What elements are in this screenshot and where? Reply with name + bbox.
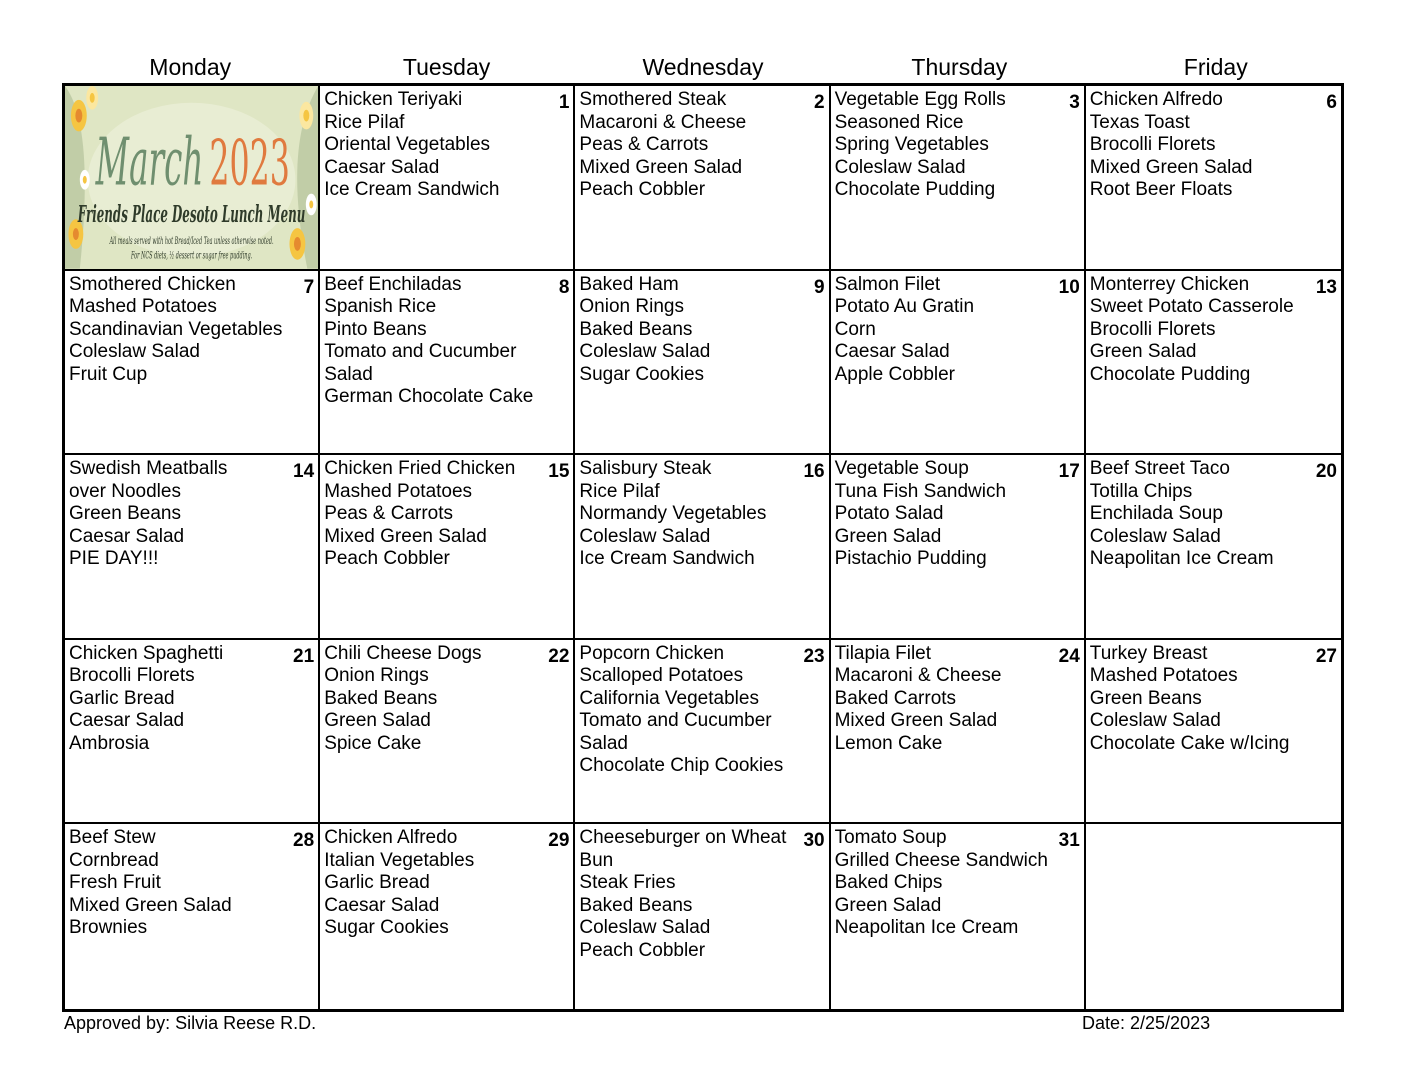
menu-item: Bun	[579, 849, 614, 871]
menu-item: Caesar Salad	[324, 894, 440, 916]
day-cell	[831, 640, 1086, 825]
menu-item: Salmon Filet	[834, 273, 941, 295]
day-cell	[320, 824, 575, 1009]
day-cell	[831, 271, 1086, 456]
day-number: 22	[548, 645, 570, 667]
weekday-header-row	[62, 52, 1344, 82]
menu-item: Italian Vegetables	[324, 849, 475, 871]
menu-item: Rice Pilaf	[579, 480, 660, 502]
day-cell	[320, 455, 575, 640]
menu-item: Green Salad	[834, 525, 942, 547]
day-cell	[65, 455, 320, 640]
menu-item: Normandy Vegetables	[579, 503, 767, 525]
menu-item: Caesar Salad	[69, 710, 185, 732]
menu-item: Chicken Fried Chicken	[324, 458, 516, 480]
day-cell	[831, 86, 1086, 271]
menu-item: Green Salad	[1089, 341, 1197, 363]
footer-date-text: Date: 2/25/2023	[1082, 1013, 1211, 1033]
menu-item: Sugar Cookies	[579, 363, 705, 385]
menu-item: Green Salad	[834, 894, 942, 916]
menu-item: Mashed Potatoes	[324, 480, 473, 502]
day-cell	[320, 271, 575, 456]
menu-item: Smothered Steak	[579, 89, 727, 110]
menu-item: Pinto Beans	[324, 318, 427, 340]
menu-item: Macaroni & Cheese	[579, 111, 747, 133]
menu-item: Baked Carrots	[834, 687, 957, 709]
day-cell	[65, 824, 320, 1009]
menu-item: Root Beer Floats	[1089, 179, 1233, 200]
menu-item: Turkey Breast	[1089, 642, 1208, 664]
menu-item: Texas Toast	[1089, 111, 1190, 133]
menu-item: Chicken Alfredo	[324, 827, 458, 849]
menu-item: Baked Beans	[579, 318, 693, 340]
menu-item: Salad	[579, 732, 628, 754]
weekday-tuesday: Tuesday	[402, 54, 491, 80]
banner-note-line1: All meals served with hot Bread/Iced Tea unless otherwise noted.	[109, 235, 274, 247]
day-number: 27	[1315, 645, 1337, 667]
banner-title-year: 2023	[209, 126, 290, 200]
menu-item: Caesar Salad	[69, 525, 185, 547]
menu-item: Neapolitan Ice Cream	[834, 917, 1019, 939]
menu-item: Peas & Carrots	[324, 503, 454, 525]
menu-item: Macaroni & Cheese	[834, 665, 1002, 687]
day-number: 15	[548, 461, 570, 483]
menu-item: PIE DAY!!!	[69, 548, 159, 570]
menu-item: Mixed Green Salad	[69, 894, 232, 916]
menu-item: Vegetable Egg Rolls	[834, 89, 1006, 110]
day-cell	[575, 824, 830, 1009]
day-number: 14	[293, 461, 315, 483]
menu-item: Smothered Chicken	[69, 273, 236, 295]
menu-item: Cheeseburger on Wheat	[579, 827, 787, 849]
menu-item: Chocolate Chip Cookies	[579, 755, 784, 777]
day-cell	[65, 640, 320, 825]
day-number: 28	[293, 830, 315, 852]
menu-item: Peach Cobbler	[324, 548, 450, 570]
approved-by-text: Approved by: Silvia Reese R.D.	[64, 1013, 317, 1033]
day-cell	[1086, 455, 1341, 640]
weekday-monday: Monday	[149, 54, 232, 80]
weekday-wednesday: Wednesday	[642, 54, 764, 80]
day-number: 2	[814, 92, 825, 113]
day-cell	[831, 455, 1086, 640]
day-cell	[575, 271, 830, 456]
day-cell	[1086, 86, 1341, 271]
menu-item: Peach Cobbler	[579, 939, 706, 961]
menu-item: Coleslaw Salad	[1089, 525, 1221, 547]
menu-item: Totilla Chips	[1089, 480, 1193, 502]
menu-item: Pistachio Pudding	[834, 548, 987, 570]
menu-item: Baked Beans	[579, 894, 693, 916]
menu-item: Beef Street Taco	[1089, 458, 1230, 480]
menu-item: Rice Pilaf	[324, 111, 405, 133]
menu-item: Garlic Bread	[69, 687, 175, 709]
menu-item: Corn	[834, 318, 876, 340]
menu-item: Brocolli Florets	[1089, 134, 1216, 155]
menu-item: Coleslaw Salad	[579, 525, 711, 547]
menu-item: Monterrey Chicken	[1089, 273, 1250, 295]
banner-note-line2: For NCS diets, ½ dessert or sugar free pudding.	[130, 249, 253, 262]
menu-item: Ice Cream Sandwich	[324, 179, 500, 200]
menu-item: Onion Rings	[324, 665, 429, 687]
day-cell	[831, 824, 1086, 1009]
menu-item: Grilled Cheese Sandwich	[834, 849, 1048, 871]
menu-item: Coleslaw Salad	[579, 341, 711, 363]
menu-item: Baked Chips	[834, 872, 943, 894]
menu-item: Baked Ham	[579, 273, 679, 295]
menu-item: Green Beans	[1089, 687, 1202, 709]
menu-item: Neapolitan Ice Cream	[1089, 548, 1274, 570]
menu-item: Caesar Salad	[834, 341, 950, 363]
day-cell	[320, 86, 575, 271]
menu-item: Apple Cobbler	[834, 363, 956, 385]
menu-item: Popcorn Chicken	[579, 642, 725, 664]
menu-item: Green Salad	[324, 710, 431, 732]
menu-item: Coleslaw Salad	[579, 917, 711, 939]
menu-item: Tuna Fish Sandwich	[834, 480, 1007, 502]
menu-item: Mixed Green Salad	[834, 710, 998, 732]
menu-item: Scandinavian Vegetables	[69, 318, 283, 340]
menu-item: Ice Cream Sandwich	[579, 548, 755, 570]
menu-item: Potato Salad	[834, 503, 944, 525]
day-cell	[575, 640, 830, 825]
menu-item: Coleslaw Salad	[834, 156, 966, 178]
menu-calendar-grid	[62, 83, 1344, 1012]
menu-item: Salisbury Steak	[579, 458, 712, 480]
menu-item: Beef Stew	[69, 827, 156, 849]
menu-item: Enchilada Soup	[1089, 503, 1223, 525]
banner-artwork	[65, 86, 318, 269]
menu-item: Scalloped Potatoes	[579, 665, 744, 687]
menu-item: Brocolli Florets	[1089, 318, 1216, 340]
menu-item: Fresh Fruit	[69, 872, 161, 894]
menu-item: Salad	[324, 363, 373, 385]
menu-item: Caesar Salad	[324, 156, 440, 178]
menu-item: Brocolli Florets	[69, 665, 195, 687]
menu-item: over Noodles	[69, 480, 181, 502]
menu-item: Tomato and Cucumber	[579, 710, 772, 732]
menu-item: Mashed Potatoes	[1089, 665, 1238, 687]
menu-item: Baked Beans	[324, 687, 438, 709]
day-number: 16	[803, 461, 825, 483]
menu-item: Seasoned Rice	[834, 111, 964, 133]
menu-item: Mixed Green Salad	[1089, 156, 1253, 178]
menu-item: Chicken Alfredo	[1089, 89, 1223, 110]
menu-item: Tilapia Filet	[834, 642, 932, 664]
weekday-thursday: Thursday	[911, 54, 1008, 80]
menu-item: Chili Cheese Dogs	[324, 642, 482, 664]
menu-item: Spice Cake	[324, 732, 422, 754]
menu-item: Green Beans	[69, 503, 181, 525]
menu-item: Steak Fries	[579, 872, 676, 894]
menu-item: Chocolate Pudding	[834, 179, 996, 200]
menu-item: Cornbread	[69, 849, 159, 871]
menu-item: Potato Au Gratin	[834, 296, 975, 318]
menu-item: Beef Enchiladas	[324, 273, 462, 295]
menu-item: Chicken Teriyaki	[324, 89, 463, 110]
menu-item: Chocolate Pudding	[1089, 363, 1251, 385]
menu-item: Garlic Bread	[324, 872, 430, 894]
menu-item: Sweet Potato Casserole	[1089, 296, 1294, 318]
menu-item: Sugar Cookies	[324, 917, 449, 939]
menu-item: Spanish Rice	[324, 296, 437, 318]
day-number: 21	[293, 645, 315, 667]
menu-item: German Chocolate Cake	[324, 386, 534, 408]
day-number: 24	[1058, 645, 1080, 667]
day-cell	[575, 86, 830, 271]
day-number: 8	[558, 276, 570, 298]
month-banner	[65, 86, 320, 271]
day-number: 6	[1326, 92, 1337, 113]
menu-item: Swedish Meatballs	[69, 458, 228, 480]
banner-subtitle: Friends Place Desoto Lunch Menu	[77, 200, 306, 229]
menu-item: Fruit Cup	[69, 363, 148, 385]
day-number: 30	[803, 830, 825, 852]
menu-item: Chicken Spaghetti	[69, 642, 224, 664]
day-number: 29	[548, 830, 570, 852]
menu-item: Chocolate Cake w/Icing	[1089, 732, 1290, 754]
day-number: 20	[1315, 461, 1337, 483]
menu-item: Mashed Potatoes	[69, 296, 217, 318]
banner-title-month: March	[95, 125, 204, 202]
menu-item: Brownies	[69, 917, 148, 939]
menu-item: Spring Vegetables	[834, 134, 989, 155]
day-cell	[1086, 640, 1341, 825]
day-number: 31	[1058, 830, 1080, 852]
menu-item: Coleslaw Salad	[1089, 710, 1221, 732]
day-number: 17	[1058, 461, 1080, 483]
day-number: 23	[803, 645, 825, 667]
day-cell	[320, 640, 575, 825]
menu-item: California Vegetables	[579, 687, 759, 709]
day-number: 10	[1058, 276, 1080, 298]
menu-item: Onion Rings	[579, 296, 684, 318]
day-cell	[65, 271, 320, 456]
menu-item: Oriental Vegetables	[324, 134, 491, 155]
day-number: 9	[814, 276, 825, 298]
menu-item: Tomato Soup	[834, 827, 947, 849]
menu-item: Mixed Green Salad	[579, 156, 743, 178]
day-number: 1	[558, 92, 570, 113]
menu-item: Peach Cobbler	[579, 179, 706, 200]
day-number: 7	[303, 276, 315, 298]
day-number: 13	[1315, 276, 1337, 298]
day-cell	[1086, 271, 1341, 456]
menu-item: Ambrosia	[69, 732, 150, 754]
menu-item: Lemon Cake	[834, 732, 943, 754]
menu-item: Peas & Carrots	[579, 134, 709, 155]
weekday-friday: Friday	[1183, 54, 1248, 80]
menu-item: Mixed Green Salad	[324, 525, 487, 547]
menu-item: Tomato and Cucumber	[324, 341, 517, 363]
day-number: 3	[1069, 92, 1080, 113]
menu-item: Coleslaw Salad	[69, 341, 200, 363]
day-cell	[575, 455, 830, 640]
menu-item: Vegetable Soup	[834, 458, 969, 480]
